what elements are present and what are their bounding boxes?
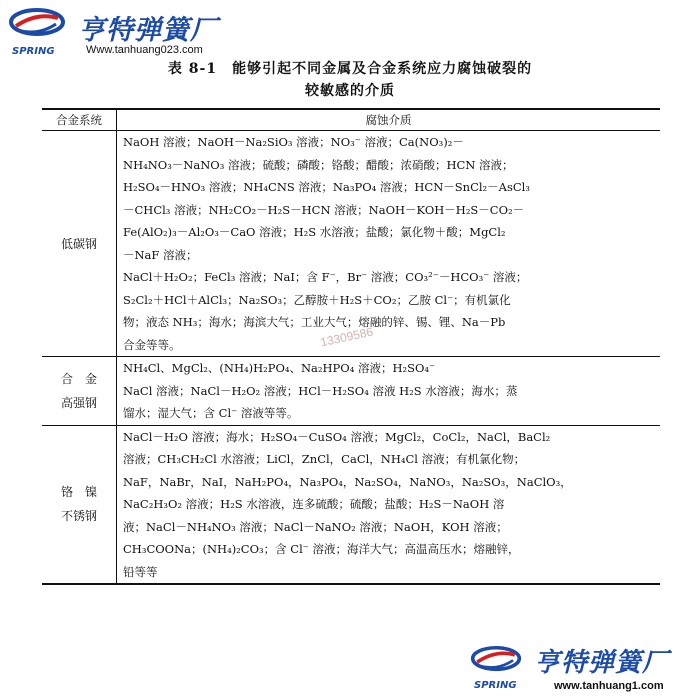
header-corrosion-media: 腐蚀介质 <box>117 109 661 131</box>
brand-name: 亨特弹簧厂 <box>78 15 218 46</box>
media-text-line: 馏水；湿大气；含 Cl⁻ 溶液等等。 <box>123 406 299 420</box>
table-caption-line1: 表 8-1 能够引起不同金属及合金系统应力腐蚀破裂的 <box>167 61 533 77</box>
media-text-line: 铅等等 <box>123 564 158 579</box>
media-text-line: NaCl－H₂O 溶液；海水；H₂SO₄－CuSO₄ 溶液；MgCl₂，CoCl₂，NaCl，BaCl₂ <box>123 429 551 444</box>
media-text-line: NaF，NaBr，NaI，NaH₂PO₄，Na₃PO₄，Na₂SO₄，NaNO₃，Na₂SO₃，NaClO₃， <box>123 474 572 489</box>
media-text-line: H₂SO₄－HNO₃ 溶液；NH₄CNS 溶液；Na₃PO₄ 溶液；HCN－SnCl₂－AsCl₃ <box>123 180 530 194</box>
corrosion-media-table <box>42 108 660 585</box>
alloy-name-line: 高强钢 <box>60 395 97 410</box>
alloy-name-line: 铬 镍 <box>60 485 97 500</box>
media-text-line: NaOH 溶液；NaOH－Na₂SiO₃ 溶液；NO₃⁻ 溶液；Ca(NO₃)₂－ <box>123 135 464 149</box>
spring-logo-icon <box>8 6 66 48</box>
media-text-line: S₂Cl₂＋HCl＋AlCl₃；Na₂SO₃；乙醇胺＋H₂S＋CO₂；乙胺 Cl⁻；有机氯化 <box>123 292 511 307</box>
corrosion-media-cell <box>117 425 661 584</box>
brand-footer-bottom <box>470 642 700 700</box>
media-text-line: NaC₂H₃O₂ 溶液；H₂S 水溶液，连多硫酸；硫酸；盐酸；H₂S－NaOH 溶 <box>123 497 505 511</box>
alloy-system-cell <box>42 425 117 584</box>
table-row <box>42 425 660 584</box>
media-text-line: NaCl 溶液；NaCl－H₂O₂ 溶液；HCl－H₂SO₄ 溶液 H₂S 水溶液；海水；蒸 <box>123 383 518 398</box>
alloy-name-line: 合 金 <box>60 371 97 386</box>
media-text-line: NH₄NO₃－NaNO₃ 溶液；硫酸；磷酸；铬酸；醋酸；浓硝酸；HCN 溶液； <box>123 157 514 172</box>
logo-text: SPRING <box>12 46 55 57</box>
media-text-line: －CHCl₃ 溶液；NH₂CO₂－H₂S－HCN 溶液；NaOH－KOH－H₂S－CO₂－ <box>123 202 525 217</box>
corrosion-media-cell <box>117 131 661 357</box>
media-text-line: NaCl＋H₂O₂；FeCl₃ 溶液；NaI；含 F⁻，Br⁻ 溶液；CO₃²⁻－HCO₃⁻ 溶液； <box>123 270 528 284</box>
media-text-line: 物；液态 NH₃；海水；海滨大气；工业大气；熔融的锌、锡、锂、Na－Pb <box>123 315 506 329</box>
brand-url[interactable]: www.tanhuang1.com <box>554 680 664 692</box>
header-alloy-system: 合金系统 <box>42 109 117 131</box>
alloy-system-cell <box>42 131 117 357</box>
media-text-line: －NaF 溶液； <box>123 247 198 262</box>
table-row <box>42 131 660 357</box>
alloy-system-cell <box>42 357 117 426</box>
media-text-line: NH₄Cl、MgCl₂、(NH₄)H₂PO₄、Na₂HPO₄ 溶液；H₂SO₄⁻ <box>123 361 436 375</box>
table-caption-line2: 较敏感的介质 <box>305 83 395 99</box>
brand-header-top <box>8 6 268 58</box>
corrosion-media-cell <box>117 357 661 426</box>
brand-name: 亨特弹簧厂 <box>534 648 670 678</box>
alloy-name-line: 不锈钢 <box>60 509 97 524</box>
media-text-line: 液；NaCl－NH₄NO₃ 溶液；NaCl－NaNO₂ 溶液；NaOH，KOH 溶液； <box>123 519 508 534</box>
watermark-number: 13309586 <box>319 324 375 350</box>
table-header-row <box>42 109 660 131</box>
spring-logo-icon <box>470 644 522 682</box>
table-row <box>42 357 660 426</box>
media-text-line: Fe(AlO₂)₃－Al₂O₃－CaO 溶液；H₂S 水溶液；盐酸；氯化物＋酸；MgCl₂ <box>123 225 506 239</box>
media-text-line: CH₃COONa；(NH₄)₂CO₃；含 Cl⁻ 溶液；海洋大气；高温高压水；熔融锌， <box>123 542 520 556</box>
logo-text: SPRING <box>474 680 517 691</box>
media-text-line: 合金等等。 <box>123 337 181 352</box>
media-text-line: 溶液；CH₃CH₂Cl 水溶液；LiCl，ZnCl，CaCl，NH₄Cl 溶液；有机氯化物； <box>123 452 526 466</box>
alloy-name-line: 低碳钢 <box>60 236 97 251</box>
brand-url[interactable]: Www.tanhuang023.com <box>86 44 203 56</box>
